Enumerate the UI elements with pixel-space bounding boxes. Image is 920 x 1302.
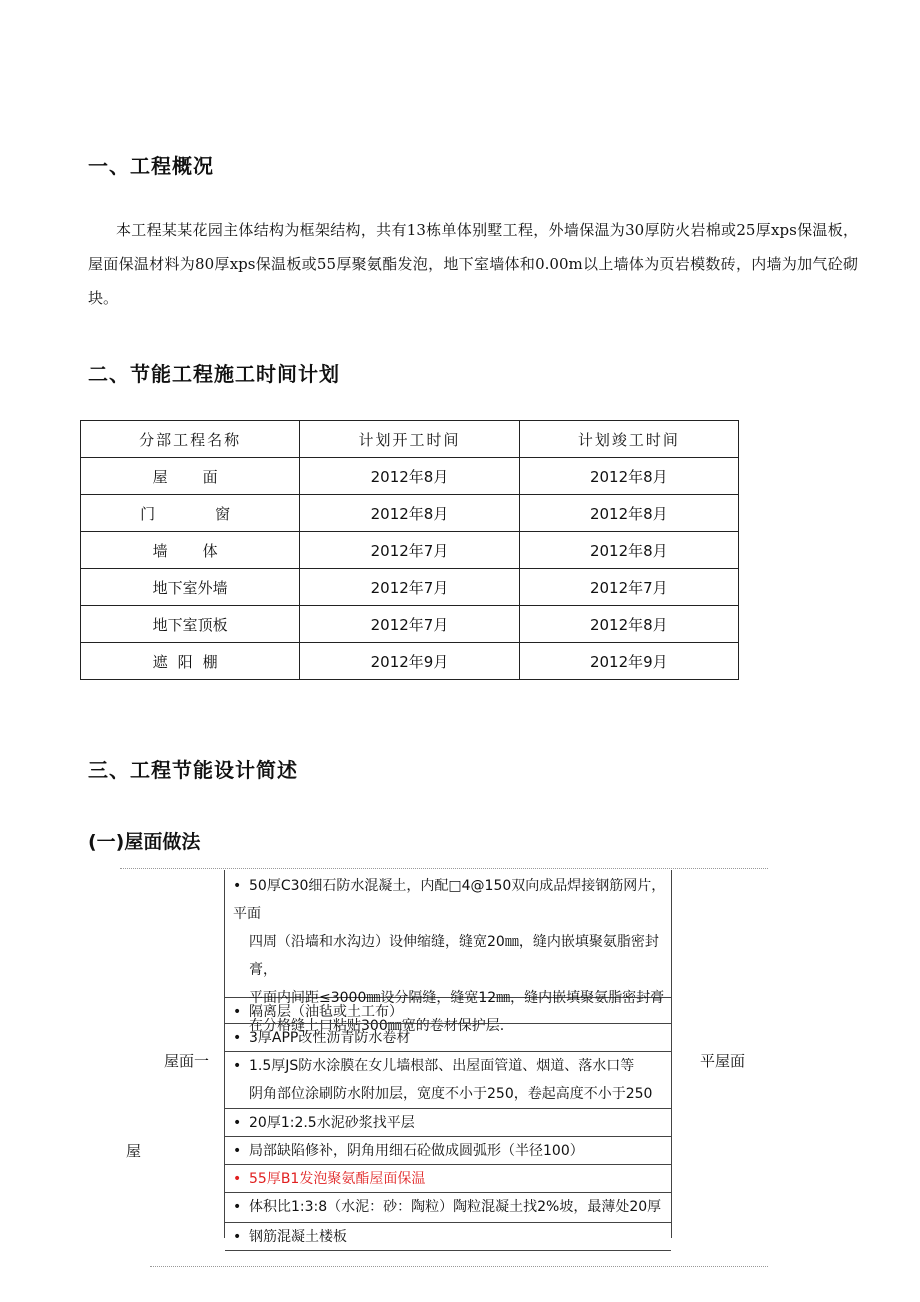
- bullet-icon: •: [233, 1143, 242, 1159]
- roof-layer-line: 四周（沿墙和水沟边）设伸缩缝，缝宽20㎜，缝内嵌填聚氨脂密封膏，: [249, 934, 659, 978]
- header-cell: 分部工程名称: [81, 421, 300, 458]
- table-cell: 2012年7月: [300, 532, 519, 569]
- table-header-row: [81, 421, 739, 458]
- roof-layer-line: • 隔离层（油毡或土工布）: [233, 998, 671, 1026]
- table-cell: 2012年7月: [300, 606, 519, 643]
- table-cell: 遮阳棚: [81, 643, 300, 680]
- roof-layer-item: [225, 1193, 671, 1223]
- header-cell: 计划开工时间: [300, 421, 519, 458]
- roof-layer-line: • 3厚APP改性沥青防水卷材: [233, 1024, 671, 1052]
- bullet-icon: •: [233, 1199, 242, 1215]
- roof-layer-item: [225, 1137, 671, 1165]
- table-cell: 2012年8月: [519, 606, 738, 643]
- roof-layers-box: [224, 870, 672, 1245]
- roof-layer-line: 在分格缝上口粘贴300㎜宽的卷材保护层.: [249, 1018, 505, 1034]
- roof-layer-line: • 1.5厚JS防水涂膜在女儿墙根部、出屋面管道、烟道、落水口等: [233, 1052, 671, 1080]
- table-cell: 2012年7月: [300, 569, 519, 606]
- table-cell: 2012年8月: [300, 458, 519, 495]
- roof-type-label: 平屋面: [700, 1052, 746, 1070]
- schedule-table: [80, 420, 739, 680]
- roof-layer-line: • 20厚1:2.5水泥砂浆找平层: [233, 1109, 671, 1137]
- roof-layer-line: • 局部缺陷修补，阴角用细石砼做成圆弧形（半径100）: [233, 1137, 671, 1165]
- table-row: [81, 569, 739, 606]
- header-cell: 计划竣工时间: [519, 421, 738, 458]
- subsection-title-roof: (一)屋面做法: [88, 831, 201, 853]
- table-cell: 屋 面: [81, 458, 300, 495]
- table-row: [81, 606, 739, 643]
- table-cell: 地下室外墙: [81, 569, 300, 606]
- table-cell: 地下室顶板: [81, 606, 300, 643]
- bullet-icon: •: [233, 1004, 242, 1020]
- roof-layer-line: • 55厚B1发泡聚氨酯屋面保温: [233, 1165, 671, 1193]
- roof-layer-line: • 体积比1:3:8（水泥：砂：陶粒）陶粒混凝土找2%坡，最薄处20厚: [233, 1193, 671, 1221]
- table-cell: 2012年8月: [519, 532, 738, 569]
- table-cell: 2012年9月: [519, 643, 738, 680]
- roof-layer-item: [225, 998, 671, 1024]
- table-cell: 2012年8月: [519, 458, 738, 495]
- roof-name-label: 屋面一: [164, 1052, 210, 1070]
- roof-layer-line: 平面内间距≤3000㎜设分隔缝，缝宽12㎜，缝内嵌填聚氨脂密封膏: [249, 990, 665, 1006]
- table-cell: 2012年9月: [300, 643, 519, 680]
- bullet-icon: •: [233, 1030, 242, 1046]
- roof-layer-item: [225, 1109, 671, 1137]
- table-top-rule: [120, 868, 768, 869]
- table-row: [81, 458, 739, 495]
- bullet-icon: •: [233, 878, 242, 894]
- roof-layer-line: • 50厚C30细石防水混凝土，内配□4@150双向成品焊接钢筋网片，平面: [233, 872, 671, 928]
- bullet-icon: •: [233, 1229, 242, 1245]
- overview-paragraph: 本工程某某花园主体结构为框架结构，共有13栋单体别墅工程，外墙保温为30厚防火岩棉或25厚xps保温板，屋面保温材料为80厚xps保温板或55厚聚氨酯发泡，地下室墙体和0.00m以上墙体为页岩模数砖，内墙为加气砼砌块。: [88, 221, 858, 307]
- table-row: [81, 643, 739, 680]
- table-cell: 门 窗: [81, 495, 300, 532]
- roof-layer-line: 阴角部位涂刷防水附加层，宽度不小于250，卷起高度不小于250: [249, 1086, 653, 1102]
- roof-layer-item: [225, 1223, 671, 1251]
- roof-layer-item: [225, 1165, 671, 1193]
- table-row: [81, 532, 739, 569]
- roof-layer-item: [225, 1024, 671, 1052]
- table-row: [81, 495, 739, 532]
- bullet-icon: •: [233, 1171, 242, 1187]
- table-cell: 2012年7月: [519, 569, 738, 606]
- section-title-overview: 一、工程概况: [88, 154, 214, 178]
- table-cell: 2012年8月: [519, 495, 738, 532]
- roof-layer-line: • 钢筋混凝土楼板: [233, 1223, 671, 1251]
- roof-layer-item: [225, 1052, 671, 1109]
- table-bottom-rule: [150, 1266, 768, 1267]
- table-cell: 墙 体: [81, 532, 300, 569]
- section-title-schedule: 二、节能工程施工时间计划: [88, 362, 340, 386]
- table-cell: 2012年8月: [300, 495, 519, 532]
- section-title-design: 三、工程节能设计简述: [88, 758, 298, 782]
- bullet-icon: •: [233, 1115, 242, 1131]
- bullet-icon: •: [233, 1058, 242, 1074]
- roof-category-label: 屋: [126, 1142, 142, 1160]
